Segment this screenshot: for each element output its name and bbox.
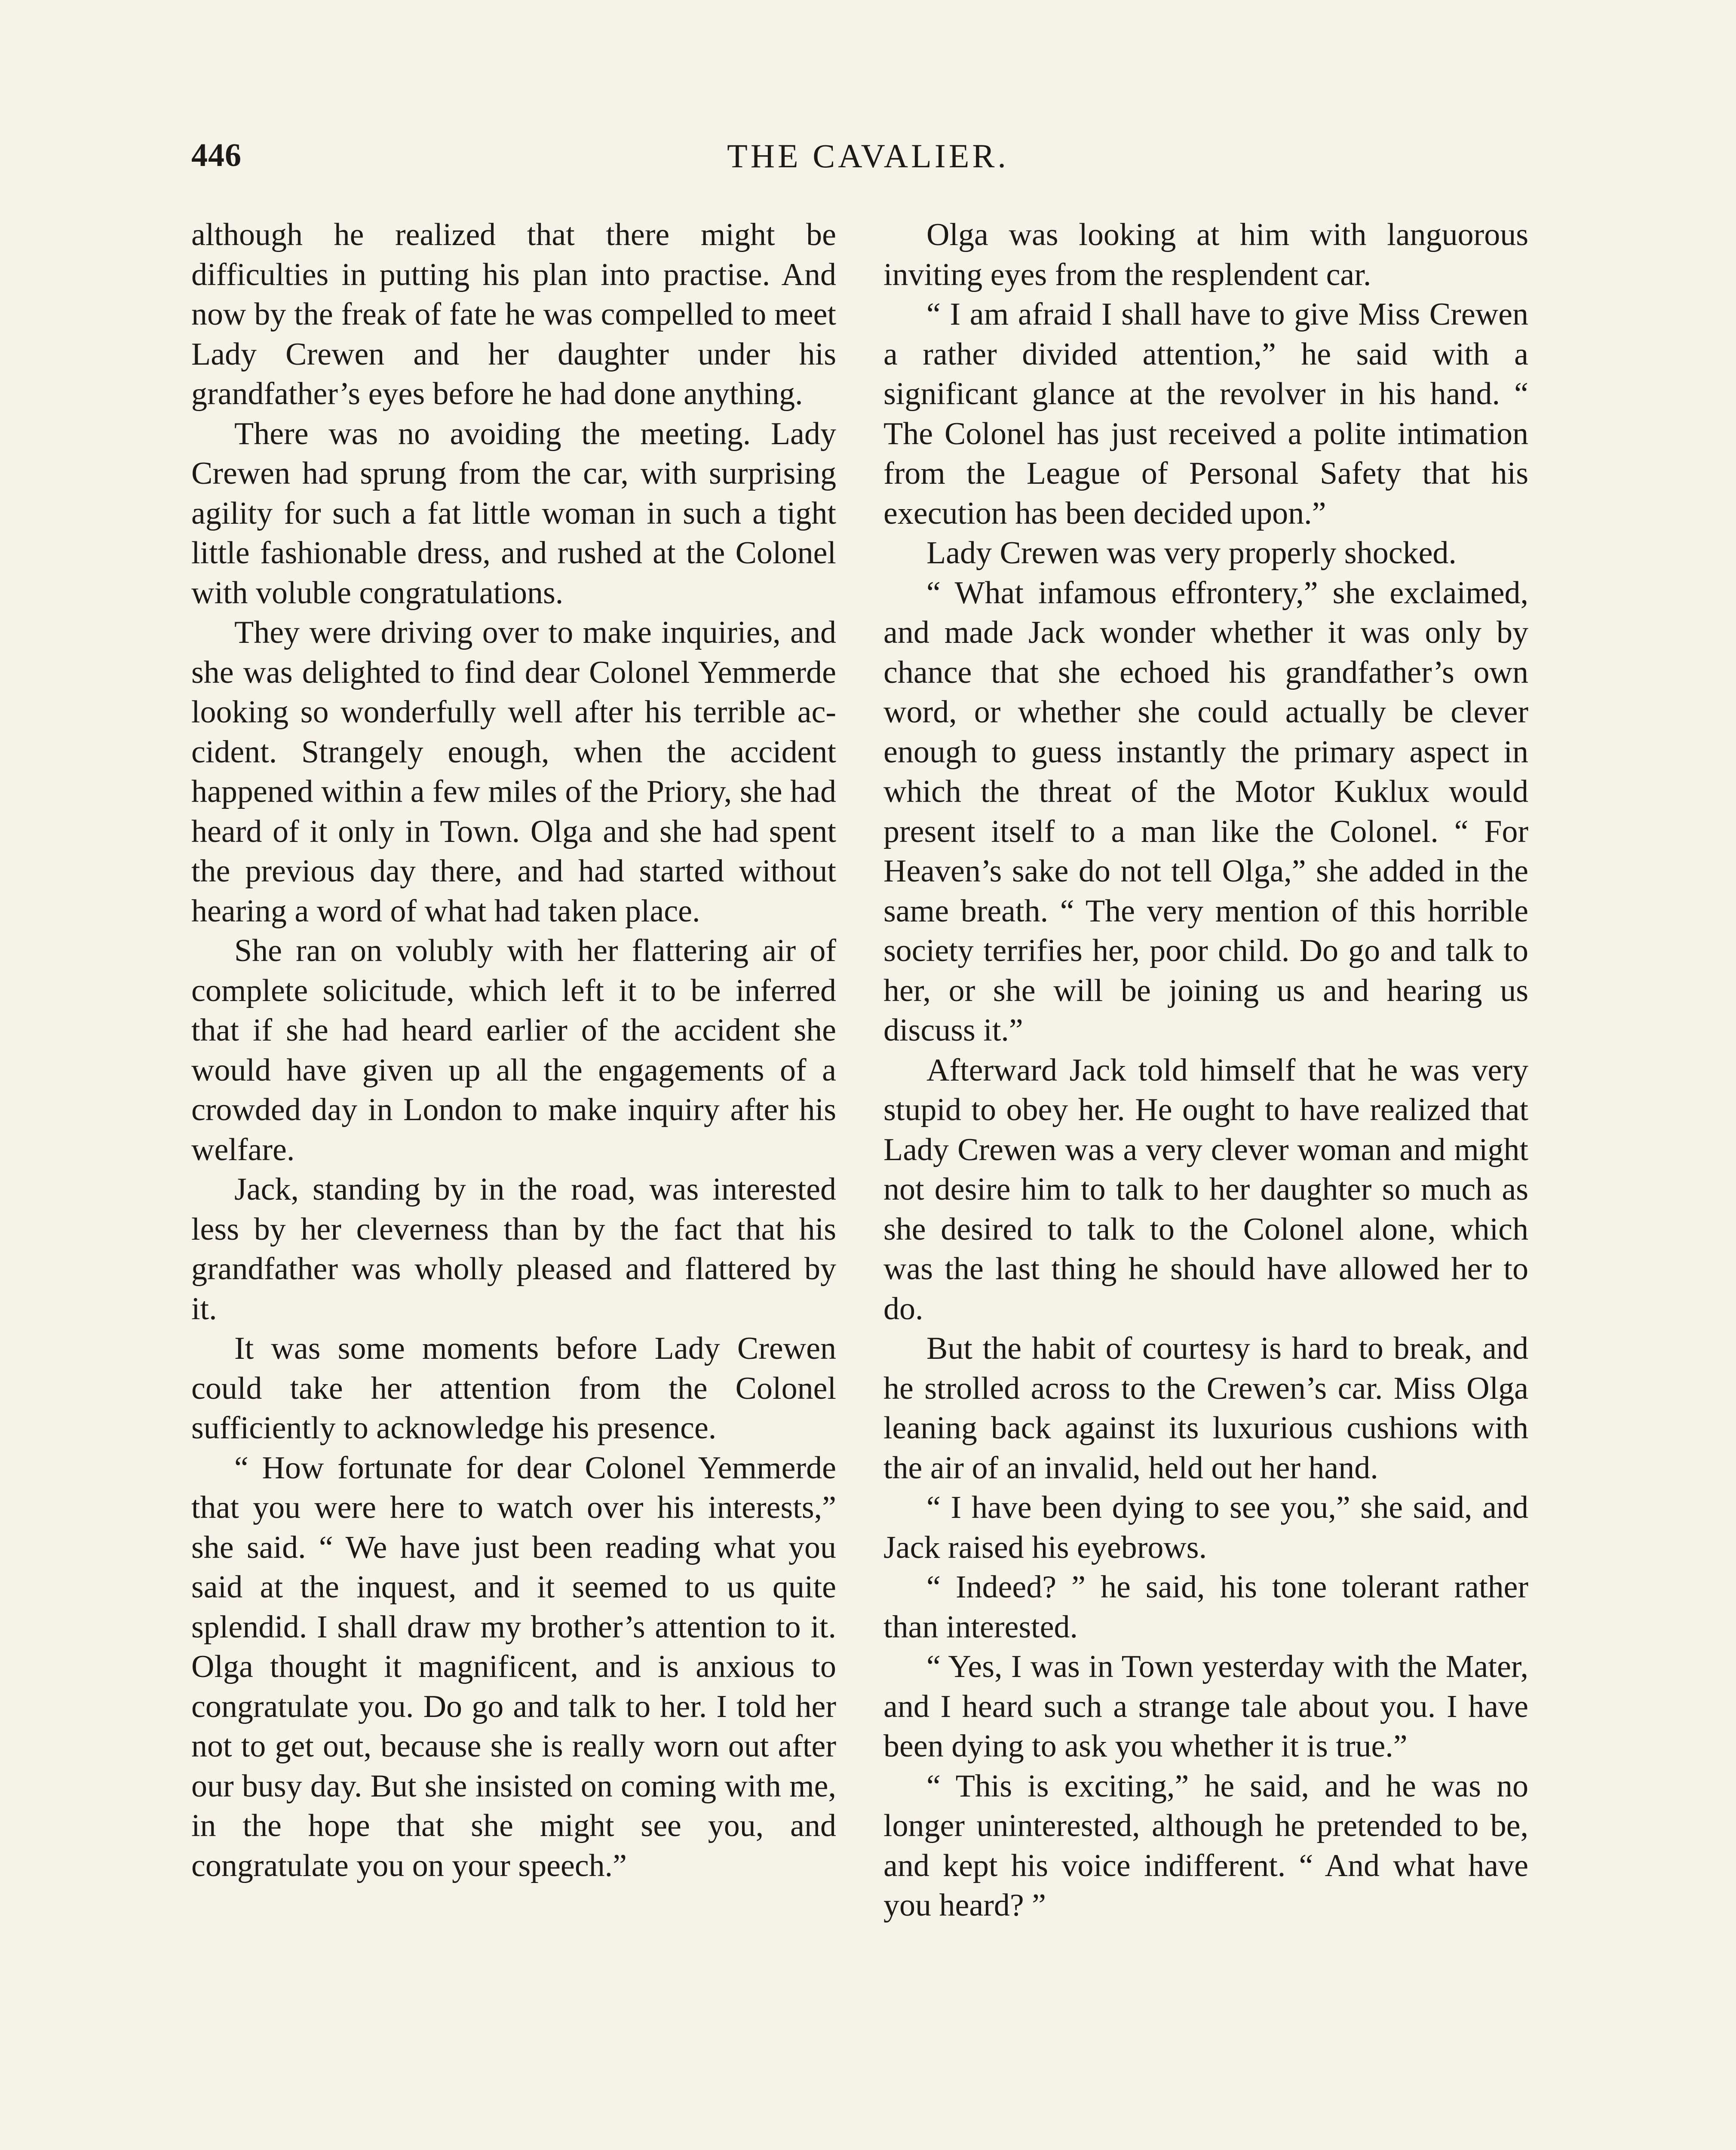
paragraph: “ This is exciting,” he said, and he was no longer uninterested, although he pretended to be, and kept his voice indifferent. “ And what have you heard? ” [883,1768,1528,1923]
paragraph: Lady Crewen was very properly shocked. [926,535,1457,571]
paragraph: “ What infamous effrontery,” she exclaimed, and made Jack wonder whether it was only by chance that she echoed his grandfather’s own word, or whether she could actually be clever enough to guess instantly the primary aspect in which the threat of the Motor Kuklux would present itself to a man like the Colonel. “ For Heaven’s sake do not tell Olga,” she added in the same breath. “ The very mention of this horrible society terrifies her, poor child. Do go and talk to her, or she will be joining us and hearing us discuss it.” [883,575,1528,1048]
page-number: 446 [191,137,242,173]
paragraph: “ Yes, I was in Town yesterday with the Mater, and I heard such a strange tale about you. I have been dying to ask you whether it is true.” [883,1649,1528,1764]
paragraph: Jack, standing by in the road, was interested less by her cleverness than by the fact that his grandfather was wholly pleased and flattered by it. [191,1172,836,1327]
paragraph: although he realized that there might be difficulties in putting his plan into practise. And now by the freak of fate he was compelled to meet Lady Crewen and her daughter under his grandfather’s eyes before he had done anything. [191,217,836,412]
paragraph: Olga was looking at him with languorous inviting eyes from the resplendent car. [883,217,1528,292]
right-column [883,215,1528,1926]
paragraph: She ran on volubly with her flattering air of complete solicitude, which left it to be inferred that if she had heard earlier of the accident she would have given up all the engagements of a crowded day in London to make inquiry after his welfare. [191,933,836,1167]
paragraph: “ How fortunate for dear Colonel Yemmerde that you were here to watch over his interests,” she said. “ We have just been reading what you said at the inquest, and it seemed to us quite splendid. I shall draw my brother’s attention to it. Olga thought it magnificent, and is anxious to congratulate you. Do go and talk to her. I told her not to get out, because she is really worn out after our busy day. But she insisted on coming with me, in the hope that she might see you, and congratulate you on your speech.” [191,1450,836,1883]
paragraph: “ I am afraid I shall have to give Miss Crewen a rather divided attention,” he said with a significant glance at the revolver in his hand. “ The Colonel has just received a polite intimation from the League of Personal Safety that his execution has been decided upon.” [883,297,1528,531]
paragraph: It was some moments before Lady Crewen could take her attention from the Colonel sufficiently to acknowledge his presence. [191,1331,836,1446]
paragraph: But the habit of courtesy is hard to break, and he strolled across to the Crewen’s car. Miss Olga leaning back against its luxurious cushions with the air of an invalid, held out her hand. [883,1331,1528,1486]
paragraph: “ I have been dying to see you,” she said, and Jack raised his eyebrows. [883,1490,1528,1565]
paragraph: Afterward Jack told himself that he was very stupid to obey her. He ought to have realized that Lady Crewen was a very clever woman and might not desire him to talk to her daughter so much as she desired to talk to the Colonel alone, which was the last thing he should have allowed her to do. [883,1052,1528,1327]
left-column [191,215,836,1886]
running-title: THE CAVALIER. [727,137,1009,175]
paragraph: They were driving over to make inquiries, and she was delighted to find dear Colonel Yemmerde looking so wonderfully well after his terrible accident. Strangely enough, when the accident happened within a few miles of the Priory, she had heard of it only in Town. Olga and she had spent the previous day there, and had started without hearing a word of what had taken place. [191,615,836,929]
paragraph: “ Indeed? ” he said, his tone tolerant rather than interested. [883,1570,1528,1645]
paragraph: There was no avoiding the meeting. Lady Crewen had sprung from the car, with surprising agility for such a fat little woman in such a tight little fashionable dress, and rushed at the Colonel with voluble congratulations. [191,416,836,611]
